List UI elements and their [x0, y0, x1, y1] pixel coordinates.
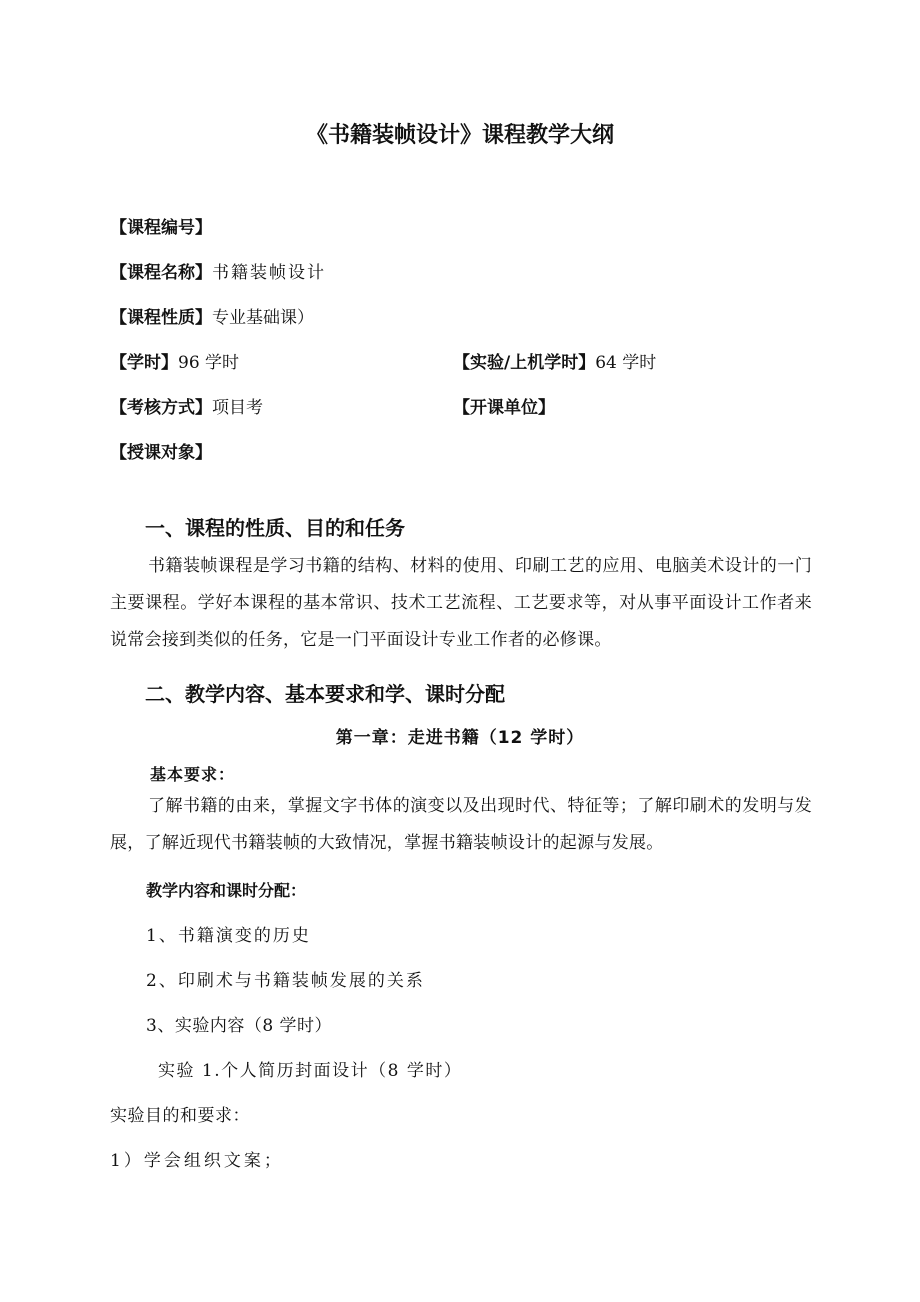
chapter1-item-2: 2、印刷术与书籍装帧发展的关系 — [146, 971, 425, 991]
lab-hours-value: 64 学时 — [595, 353, 657, 373]
department-row — [453, 396, 555, 420]
experiment-goal-label: 实验目的和要求： — [110, 1106, 250, 1126]
audience-label: 【授课对象】 — [110, 443, 212, 463]
experiment-goal-1: 1）学会组织文案； — [110, 1151, 284, 1171]
lab-hours-label: 【实验/上机学时】 — [453, 353, 596, 373]
chapter1-item-3: 3、实验内容（8 学时） — [146, 1016, 333, 1036]
chapter1-requirements-text: 了解书籍的由来，掌握文字书体的演变以及出现时代、特征等；了解印刷术的发明与发展，了解近现代书籍装帧的大致情况，掌握书籍装帧设计的起源与发展。 — [110, 796, 812, 853]
course-hours-value: 96 学时 — [178, 353, 240, 373]
lab-hours-row — [453, 351, 656, 375]
section1-paragraph: 书籍装帧课程是学习书籍的结构、材料的使用、印刷工艺的应用、电脑美术设计的一门主要课程。学好本课程的基本常识、技术工艺流程、工艺要求等，对从事平面设计工作者来说常会接到类似的任务，它是一门平面设计专业工作者的必修课。 — [110, 556, 812, 650]
course-code-row — [110, 216, 212, 240]
assessment-value: 项目考 — [212, 398, 263, 418]
course-name-label: 【课程名称】 — [110, 263, 212, 283]
section1-heading: 一、课程的性质、目的和任务 — [145, 516, 405, 540]
experiment-1-title: 实验 1.个人简历封面设计（8 学时） — [158, 1061, 463, 1081]
course-nature-value: 专业基础课） — [212, 308, 314, 328]
course-name-row — [110, 261, 326, 285]
chapter1-title: 第一章：走进书籍（12 学时） — [335, 728, 585, 748]
course-hours-label: 【学时】 — [110, 353, 178, 373]
course-nature-row — [110, 306, 314, 330]
chapter1-item-1: 1、书籍演变的历史 — [146, 926, 311, 946]
chapter1-content-label: 教学内容和课时分配： — [146, 881, 307, 900]
course-nature-label: 【课程性质】 — [110, 308, 212, 328]
section2-heading: 二、教学内容、基本要求和学、课时分配 — [145, 682, 505, 706]
assessment-label: 【考核方式】 — [110, 398, 212, 418]
course-hours-row — [110, 351, 239, 375]
audience-row — [110, 441, 212, 465]
course-code-label: 【课程编号】 — [110, 218, 212, 238]
page-title: 《书籍装帧设计》课程教学大纲 — [305, 123, 614, 148]
course-name-value: 书籍装帧设计 — [212, 263, 326, 283]
chapter1-requirements-label: 基本要求： — [150, 765, 236, 784]
department-label: 【开课单位】 — [453, 398, 555, 418]
assessment-row — [110, 396, 263, 420]
